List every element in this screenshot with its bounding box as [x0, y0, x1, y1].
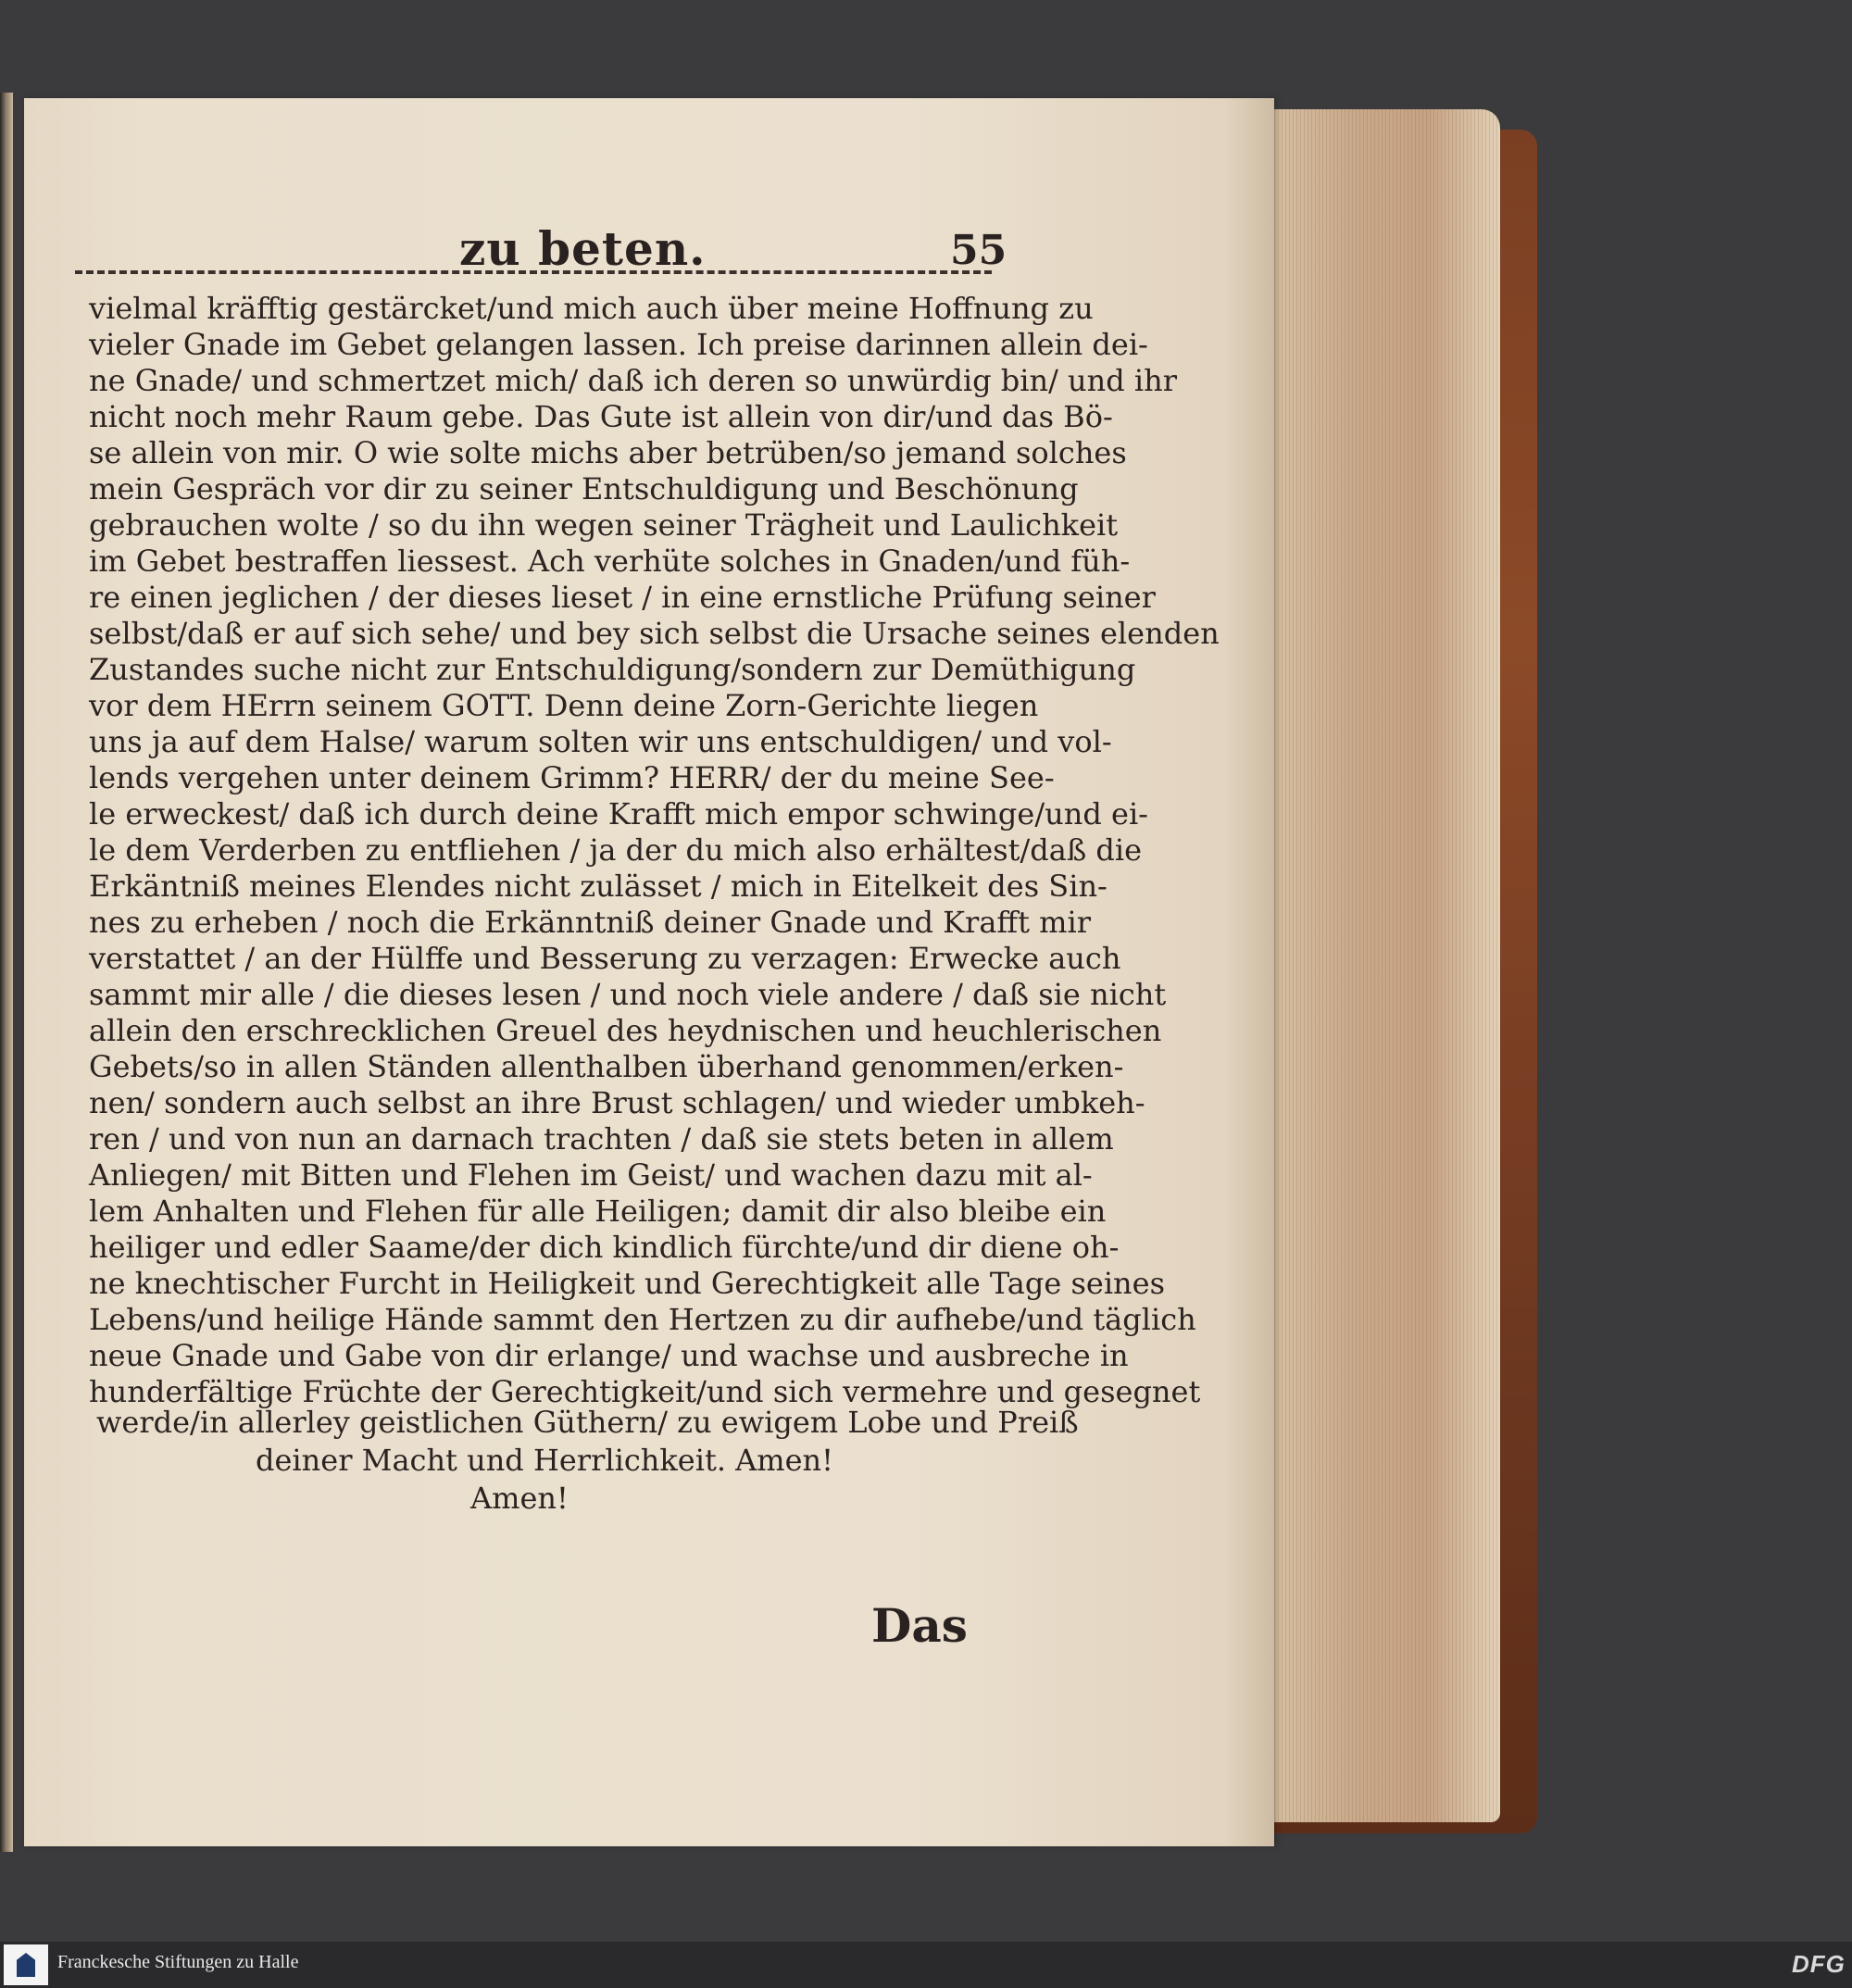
text-line: Zustandes suche nicht zur Entschuldigung/sondern zur Demüthigung [89, 652, 1136, 687]
text-line: nes zu erheben / noch die Erkänntniß deiner Gnade und Krafft mir [89, 905, 1092, 940]
text-line: gebrauchen wolte / so du ihn wegen seiner Trägheit und Laulichkeit [89, 507, 1119, 543]
text-line: Lebens/und heilige Hände sammt den Hertzen zu dir aufhebe/und täglich [89, 1302, 1196, 1337]
text-line: ren / und von nun an darnach trachten / daß sie stets beten in allem [89, 1121, 1114, 1157]
book-page [24, 98, 1274, 1846]
text-line: vor dem HErrn seinem GOTT. Denn deine Zorn-Gerichte liegen [89, 688, 1039, 723]
dfg-logo[interactable]: DFG [1792, 1950, 1846, 1978]
closing-line: werde/in allerley geistlichen Güthern/ zu ewigem Lobe und Preiß [96, 1405, 1079, 1440]
text-line: vielmal kräfftig gestärcket/und mich auch über meine Hoffnung zu [89, 291, 1094, 326]
text-line: nicht noch mehr Raum gebe. Das Gute ist allein von dir/und das Bö- [89, 399, 1113, 434]
text-line: ne knechtischer Furcht in Heiligkeit und Gerechtigkeit alle Tage seines [89, 1266, 1166, 1301]
text-line: ne Gnade/ und schmertzet mich/ daß ich deren so unwürdig bin/ und ihr [89, 363, 1178, 398]
closing-line: Amen! [470, 1481, 569, 1516]
institution-logo[interactable] [4, 1944, 48, 1985]
text-line: re einen jeglichen / der dieses lieset / in eine ernstliche Prüfung seiner [89, 580, 1156, 615]
text-line: le dem Verderben zu entfliehen / ja der du mich also erhältest/daß die [89, 832, 1143, 868]
text-line: mein Gespräch vor dir zu seiner Entschuldigung und Beschönung [89, 471, 1079, 506]
text-line: im Gebet bestraffen liessest. Ach verhüte solches in Gnaden/und füh- [89, 544, 1131, 579]
text-line: Erkäntniß meines Elendes nicht zulässet / mich in Eitelkeit des Sin- [89, 869, 1107, 904]
page-number: 55 [950, 227, 1007, 274]
text-line: hunderfältige Früchte der Gerechtigkeit/und sich vermehre und gesegnet [89, 1374, 1201, 1409]
text-line: uns ja auf dem Halse/ warum solten wir uns entschuldigen/ und vol- [89, 724, 1112, 759]
text-line: lends vergehen unter deinem Grimm? HERR/ der du meine See- [89, 760, 1055, 795]
text-line: le erweckest/ daß ich durch deine Krafft mich empor schwinge/und ei- [89, 796, 1148, 831]
institution-name[interactable]: Franckesche Stiftungen zu Halle [57, 1952, 299, 1972]
previous-page-edge [0, 93, 13, 1852]
running-head-title: zu beten. [459, 221, 707, 276]
text-line: heiliger und edler Saame/der dich kindlich fürchte/und dir diene oh- [89, 1230, 1120, 1265]
text-line: Anliegen/ mit Bitten und Flehen im Geist/ und wachen dazu mit al- [89, 1157, 1093, 1193]
building-icon [17, 1953, 35, 1977]
head-rule [75, 270, 992, 274]
page-fore-edge [1259, 109, 1500, 1822]
text-line: nen/ sondern auch selbst an ihre Brust schlagen/ und wieder umbkeh- [89, 1085, 1145, 1120]
text-line: allein den erschrecklichen Greuel des heydnischen und heuchlerischen [89, 1013, 1162, 1048]
text-line: lem Anhalten und Flehen für alle Heiligen; damit dir also bleibe ein [89, 1194, 1107, 1229]
text-line: neue Gnade und Gabe von dir erlange/ und wachse und ausbreche in [89, 1338, 1129, 1373]
text-line: Gebets/so in allen Ständen allenthalben überhand genommen/erken- [89, 1049, 1124, 1084]
text-line: selbst/daß er auf sich sehe/ und bey sich selbst die Ursache seines elenden [89, 616, 1220, 651]
text-line: verstattet / an der Hülffe und Besserung zu verzagen: Erwecke auch [89, 941, 1121, 976]
text-line: se allein von mir. O wie solte michs aber betrüben/so jemand solches [89, 435, 1127, 470]
text-line: sammt mir alle / die dieses lesen / und noch viele andere / daß sie nicht [89, 977, 1167, 1012]
closing-line: deiner Macht und Herrlichkeit. Amen! [256, 1443, 834, 1478]
catchword: Das [871, 1598, 968, 1653]
body-text [89, 291, 1220, 1410]
closing-block [24, 1404, 1079, 1518]
text-line: vieler Gnade im Gebet gelangen lassen. Ich preise darinnen allein dei- [89, 327, 1148, 362]
